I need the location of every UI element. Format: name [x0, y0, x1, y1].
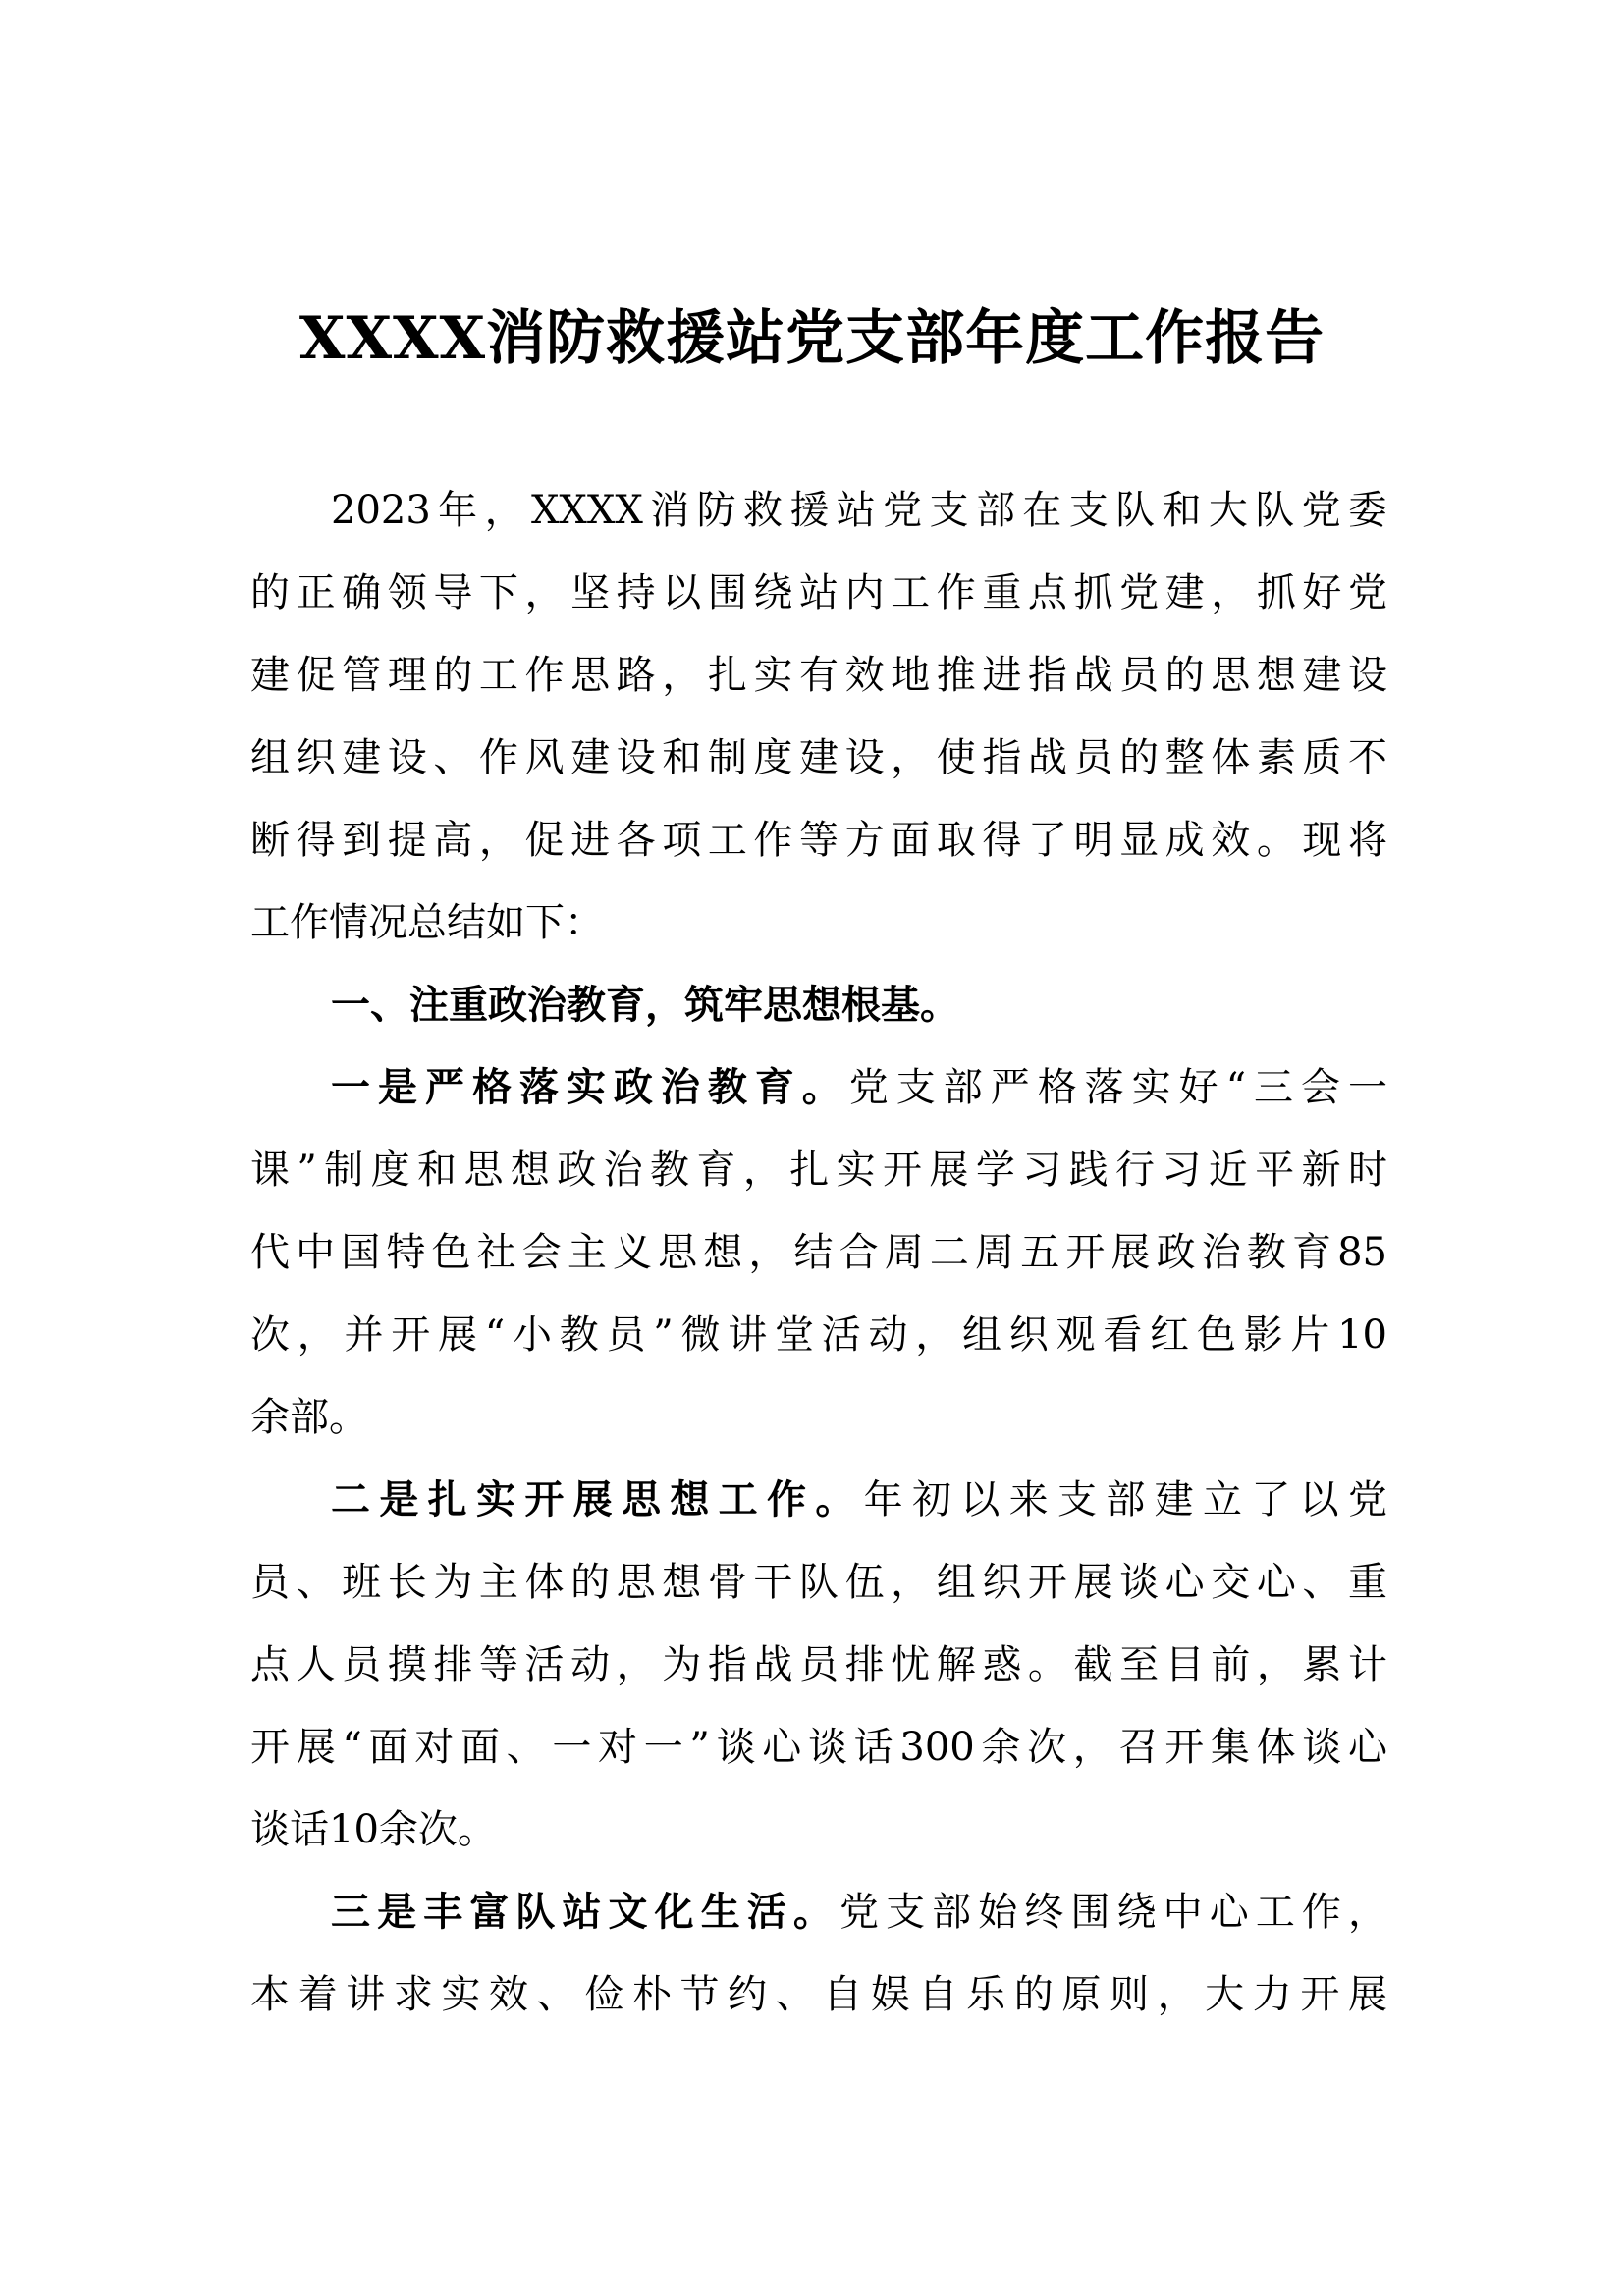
line-text: 党支部始终围绕中心工作， — [839, 1890, 1387, 1935]
paragraph-line — [250, 799, 1387, 881]
line-text: 谈话10余次。 — [250, 1807, 497, 1852]
line-text: 建促管理的工作思路，扎实有效地推进指战员的思想建设 — [250, 653, 1387, 698]
line-text: 代中国特色社会主义思想，结合周二周五开展政治教育85 — [250, 1230, 1387, 1275]
line-text: 年初以来支部建立了以党 — [863, 1477, 1387, 1522]
paragraph-line — [250, 552, 1387, 634]
line-text: 党支部严格落实好“三会一 — [848, 1065, 1387, 1110]
paragraph-line — [250, 1459, 1387, 1541]
paragraph-line — [250, 1541, 1387, 1624]
paragraph-line — [250, 1871, 1387, 1953]
paragraph-line — [250, 1953, 1387, 2036]
paragraph-line — [250, 1211, 1387, 1294]
document-body — [250, 469, 1387, 2036]
bold-lead-text: 一是严格落实政治教育。 — [331, 1064, 849, 1110]
line-text: 员、班长为主体的思想骨干队伍，组织开展谈心交心、重 — [250, 1560, 1387, 1605]
bold-lead-text: 二是扎实开展思想工作。 — [331, 1476, 864, 1522]
paragraph-line — [250, 1706, 1387, 1789]
line-text: 本着讲求实效、俭朴节约、自娱自乐的原则，大力开展 — [250, 1972, 1387, 2017]
bold-lead-text: 三是丰富队站文化生活。 — [331, 1889, 839, 1935]
line-text: 2023年，XXXX消防救援站党支部在支队和大队党委 — [331, 488, 1387, 533]
paragraph-line — [250, 634, 1387, 717]
bold-lead-text: 一、注重政治教育，筑牢思想根基。 — [331, 982, 959, 1028]
paragraph-line — [250, 469, 1387, 552]
paragraph-line — [250, 717, 1387, 799]
paragraph-line — [250, 1129, 1387, 1211]
line-text: 的正确领导下，坚持以围绕站内工作重点抓党建，抓好党 — [250, 570, 1387, 615]
document-title: XXXX消防救援站党支部年度工作报告 — [298, 304, 1326, 373]
paragraph-line — [250, 1376, 1387, 1459]
section-heading — [250, 964, 1387, 1046]
paragraph-line — [250, 1624, 1387, 1706]
line-text: 组织建设、作风建设和制度建设，使指战员的整体素质不 — [250, 735, 1387, 780]
paragraph-line — [250, 1789, 1387, 1871]
line-text: 工作情况总结如下： — [250, 900, 604, 945]
line-text: 点人员摸排等活动，为指战员排忧解惑。截至目前，累计 — [250, 1642, 1387, 1687]
line-text: 开展“面对面、一对一”谈心谈话300余次，召开集体谈心 — [250, 1725, 1387, 1770]
paragraph-line — [250, 1294, 1387, 1376]
line-text: 课”制度和思想政治教育，扎实开展学习践行习近平新时 — [250, 1148, 1387, 1193]
line-text: 断得到提高，促进各项工作等方面取得了明显成效。现将 — [250, 818, 1387, 863]
paragraph-line — [250, 1046, 1387, 1129]
paragraph-line — [250, 881, 1387, 964]
line-text: 次，并开展“小教员”微讲堂活动，组织观看红色影片10 — [250, 1312, 1387, 1358]
line-text: 余部。 — [250, 1395, 368, 1440]
